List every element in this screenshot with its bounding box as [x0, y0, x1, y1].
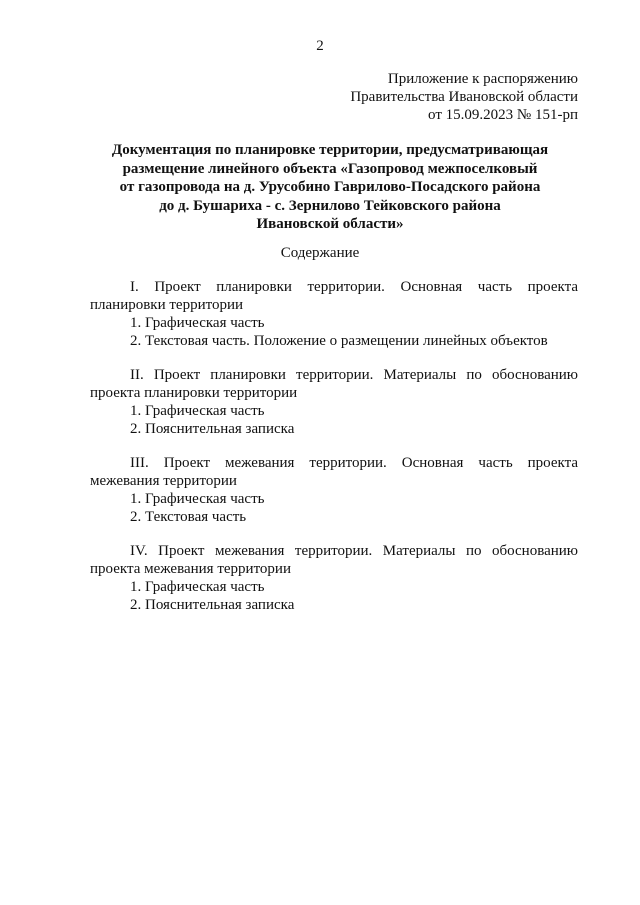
toc-item: 1. Графическая часть — [130, 403, 265, 419]
title-line: Ивановской области» — [256, 216, 404, 232]
document-title — [80, 141, 580, 234]
toc-section-2 — [90, 366, 578, 438]
toc-item: 2. Пояснительная записка — [130, 421, 295, 437]
section-title: II. Проект планировки территории. Материалы по обоснованию проекта планировки территории — [90, 367, 578, 401]
toc-section-4 — [90, 542, 578, 614]
section-title: IV. Проект межевания территории. Материалы по обоснованию проекта межевания территории — [90, 543, 578, 577]
toc-item: 2. Текстовая часть. Положение о размещении линейных объектов — [130, 333, 548, 349]
title-line: до д. Бушариха - с. Зернилово Тейковского района — [159, 197, 501, 214]
title-line: размещение линейного объекта «Газопровод межпоселковый — [122, 160, 538, 177]
toc-item: 2. Текстовая часть — [130, 509, 247, 525]
toc-item: 1. Графическая часть — [130, 579, 265, 595]
toc-item: 1. Графическая часть — [130, 315, 265, 331]
appendix-line: от 15.09.2023 № 151-рп — [428, 107, 578, 123]
title-line: Документация по планировке территории, предусматривающая — [111, 142, 549, 158]
table-of-contents — [90, 278, 578, 630]
toc-section-3 — [90, 454, 578, 526]
appendix-reference — [350, 70, 578, 124]
toc-section-1 — [90, 278, 578, 350]
section-title: I. Проект планировки территории. Основная часть проекта планировки территории — [90, 279, 578, 313]
contents-heading: Содержание — [280, 245, 360, 261]
section-title: III. Проект межевания территории. Основная часть проекта межевания территории — [90, 455, 578, 489]
page-number: 2 — [316, 38, 324, 54]
toc-item: 1. Графическая часть — [130, 491, 265, 507]
title-line: от газопровода на д. Урусобино Гаврилово-Посадского района — [119, 179, 541, 195]
appendix-line: Приложение к распоряжению — [387, 71, 578, 87]
appendix-line: Правительства Ивановской области — [350, 89, 578, 105]
toc-item: 2. Пояснительная записка — [130, 597, 295, 613]
